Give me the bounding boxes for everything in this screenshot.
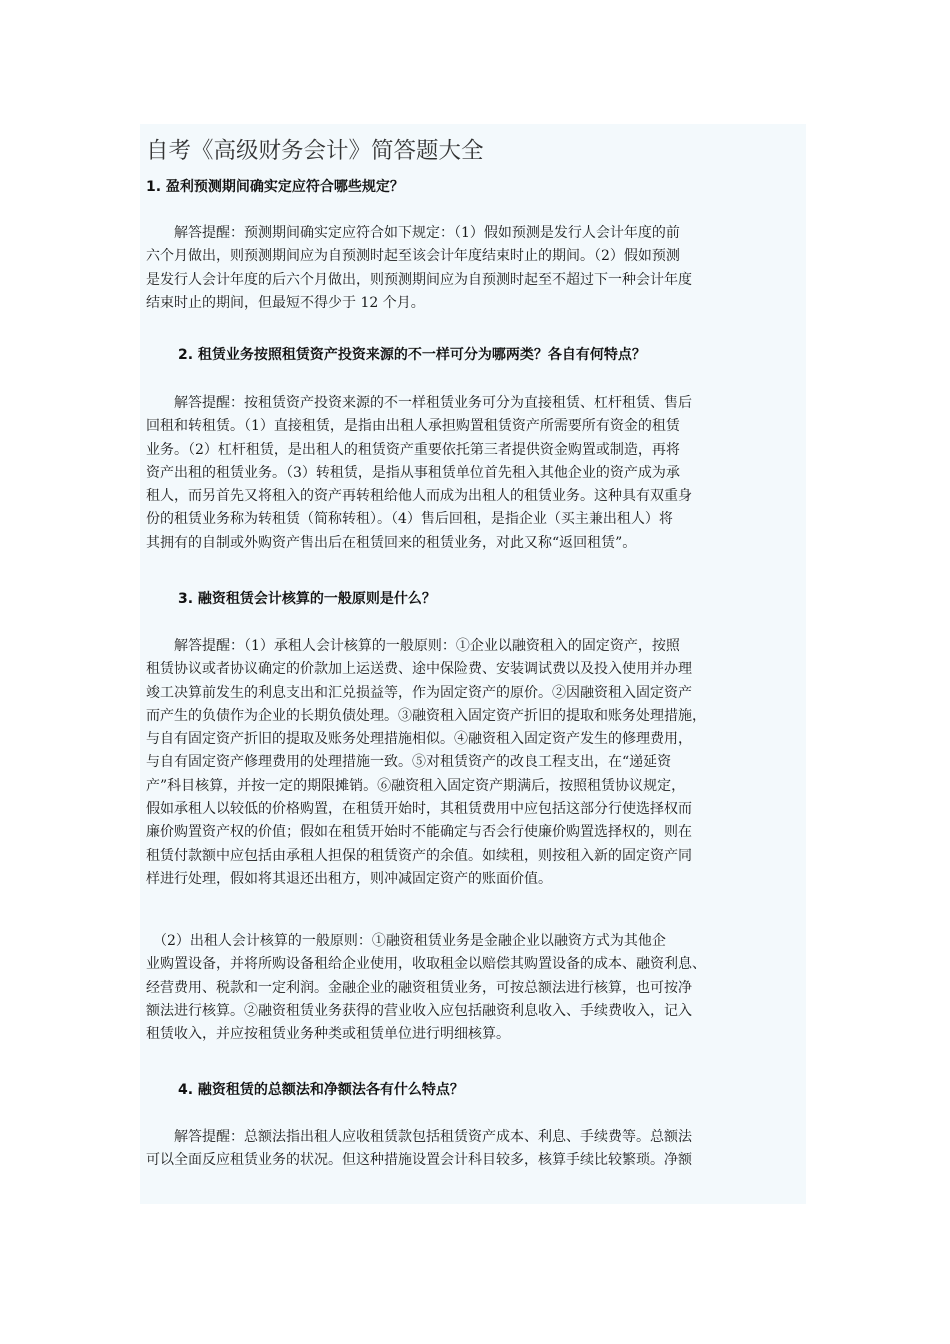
question-2-heading: 2. 租赁业务按照租赁资产投资来源的不一样可分为哪两类？各自有何特点？ (178, 347, 646, 363)
answer-line: 产”科目核算，并按一定的期限摊销。⑥融资租入固定资产期满后，按照租赁协议规定， (146, 777, 686, 794)
answer-line: 业务。（2）杠杆租赁，是出租人的租赁资产重要依托第三者提供资金购置或制造，再将 (146, 441, 680, 458)
answer-line: 租人，而另首先又将租入的资产再转租给他人而成为出租人的租赁业务。这种具有双重身 (146, 488, 692, 505)
answer-line: （2）出租人会计核算的一般原则：①融资租赁业务是金融企业以融资方式为其他企 (146, 933, 666, 949)
question-4-heading: 4. 融资租赁的总额法和净额法各有什么特点？ (178, 1082, 464, 1098)
answer-line: 解答提醒：预测期间确实定应符合如下规定：（1）假如预测是发行人会计年度的前 (146, 225, 680, 241)
answer-1-paragraph (146, 222, 800, 315)
question-3-heading: 3. 融资租赁会计核算的一般原则是什么？ (178, 591, 436, 607)
answer-line: 租赁收入，并应按租赁业务种类或租赁单位进行明细核算。 (146, 1026, 510, 1043)
answer-line: 业购置设备，并将所购设备租给企业使用，收取租金以赔偿其购置设备的成本、融资利息、 (146, 956, 706, 973)
answer-line: 租赁付款额中应包括由承租人担保的租赁资产的余值。如续租，则按租入新的固定资产同 (146, 847, 692, 864)
answer-line: 额法进行核算。②融资租赁业务获得的营业收入应包括融资利息收入、手续费收入，记入 (146, 1002, 692, 1019)
answer-2-paragraph (146, 392, 800, 555)
document-page (140, 124, 806, 1204)
answer-line: 廉价购置资产权的价值；假如在租赁开始时不能确定与否会行使廉价购置选择权的，则在 (146, 824, 692, 841)
answer-line: 回租和转租赁。（1）直接租赁，是指由出租人承担购置租赁资产所需要所有资金的租赁 (146, 418, 680, 435)
answer-line: 份的租赁业务称为转租赁（简称转租）。（4）售后回租，是指企业（买主兼出租人）将 (146, 511, 673, 528)
answer-4-paragraph (146, 1126, 800, 1173)
answer-line: 解答提醒：（1）承租人会计核算的一般原则：①企业以融资租入的固定资产，按照 (146, 638, 680, 654)
answer-line: 样进行处理，假如将其退还出租方，则冲减固定资产的账面价值。 (146, 870, 552, 887)
answer-line: 可以全面反应租赁业务的状况。但这种措施设置会计科目较多，核算手续比较繁琐。净额 (146, 1152, 692, 1169)
answer-line: 资产出租的租赁业务。（3）转租赁，是指从事租赁单位首先租入其他企业的资产成为承 (146, 464, 680, 481)
answer-line: 解答提醒：总额法指出租人应收租赁款包括租赁资产成本、利息、手续费等。总额法 (146, 1129, 692, 1145)
answer-line: 六个月做出，则预测期间应为自预测时起至该会计年度结束时止的期间。（2）假如预测 (146, 248, 680, 265)
answer-line: 其拥有的自制或外购资产售出后在租赁回来的租赁业务，对此又称“返回租赁”。 (146, 534, 637, 551)
answer-line: 假如承租人以较低的价格购置，在租赁开始时，其租赁费用中应包括这部分行使选择权而 (146, 801, 692, 818)
answer-3-paragraph-2 (146, 930, 800, 1046)
document-title: 自考《高级财务会计》简答题大全 (146, 138, 484, 164)
answer-line: 经营费用、税款和一定利润。金融企业的融资租赁业务，可按总额法进行核算，也可按净 (146, 979, 692, 996)
answer-line: 结束时止的期间，但最短不得少于 12 个月。 (146, 294, 425, 311)
answer-3-paragraph-1 (146, 635, 800, 891)
question-1-heading: 1. 盈利预测期间确实定应符合哪些规定？ (146, 179, 404, 195)
answer-line: 与自有固定资产折旧的提取及账务处理措施相似。④融资租入固定资产发生的修理费用， (146, 731, 692, 748)
answer-line: 竣工决算前发生的利息支出和汇兑损益等，作为固定资产的原价。②因融资租入固定资产 (146, 684, 692, 701)
answer-line: 租赁协议或者协议确定的价款加上运送费、途中保险费、安装调试费以及投入使用并办理 (146, 661, 692, 678)
answer-line: 是发行人会计年度的后六个月做出，则预测期间应为自预测时起至不超过下一种会计年度 (146, 271, 692, 288)
answer-line: 而产生的负债作为企业的长期负债处理。③融资租入固定资产折旧的提取和账务处理措施， (146, 707, 706, 724)
answer-line: 解答提醒：按租赁资产投资来源的不一样租赁业务可分为直接租赁、杠杆租赁、售后 (146, 395, 692, 411)
answer-line: 与自有固定资产修理费用的处理措施一致。⑤对租赁资产的改良工程支出，在“递延资 (146, 754, 672, 771)
